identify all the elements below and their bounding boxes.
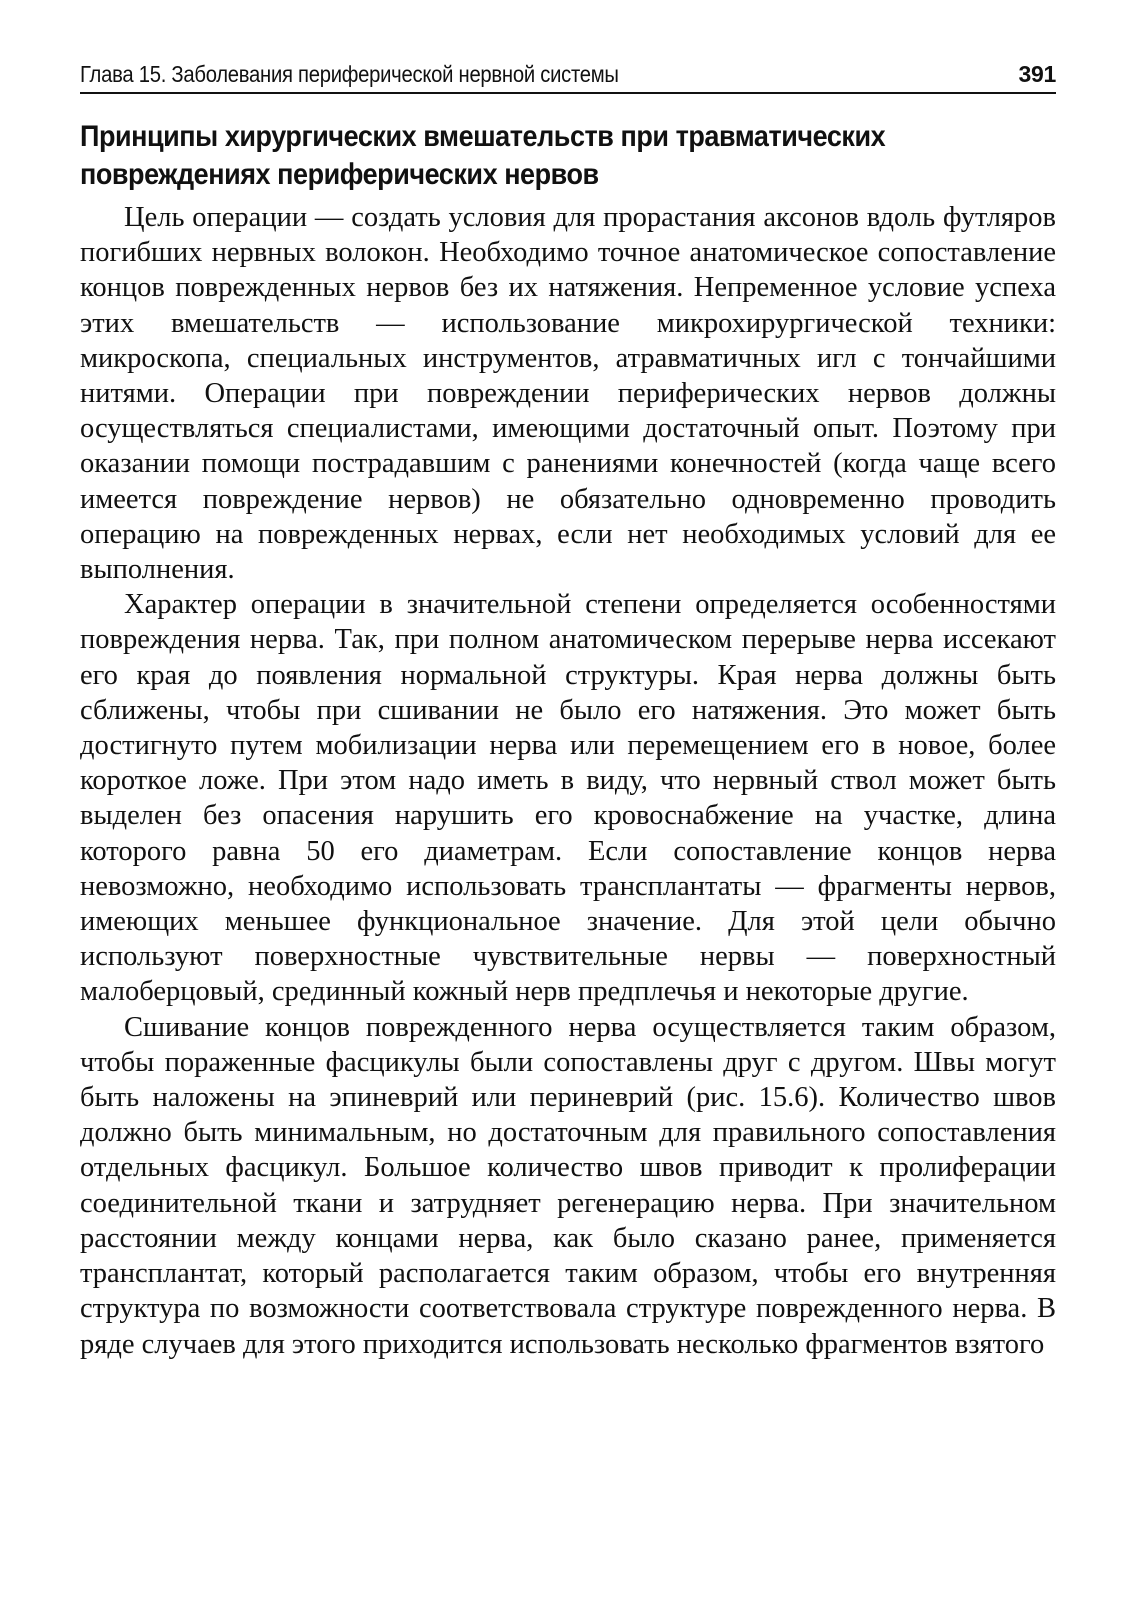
- running-header: [80, 58, 1056, 94]
- paragraph: Сшивание концов поврежденного нерва осуществляется таким образом, чтобы пораженные фасцикулы были сопоставлены друг с другом. Швы могут быть наложены на эпиневрий или периневрий (рис. 15.6). Количество швов должно быть минимальным, но достаточным для правильного сопоставления отдельных фасцикул. Большое количество швов приводит к пролиферации соединительной ткани и затрудняет регенерацию нерва. При значительном расстоянии между концами нерва, как было сказано ранее, применяется трансплантат, который располагается таким образом, чтобы его внутренняя структура по возможности соответствовала структуре поврежденного нерва. В ряде случаев для этого приходится использовать несколько фрагментов взятого: [80, 1011, 1056, 1360]
- chapter-title: Глава 15. Заболевания периферической нервной системы: [80, 61, 619, 87]
- paragraph: Характер операции в значительной степени определяется особенностями повреждения нерва. Так, при полном анатомическом перерыве нерва иссекают его края до появления нормальной структуры. Края нерва должны быть сближены, чтобы при сшивании не было его натяжения. Это может быть достигнуто путем мобилизации нерва или перемещением его в новое, более короткое ложе. При этом надо иметь в виду, что нервный ствол может быть выделен без опасения нарушить его кровоснабжение на участке, длина которого равна 50 его диаметрам. Если сопоставление концов нерва невозможно, необходимо использовать трансплантаты — фрагменты нервов, имеющих меньшее функциональное значение. Для этой цели обычно используют поверхностные чувствительные нервы — поверхностный малоберцовый, срединный кожный нерв предплечья и некоторые другие.: [80, 589, 1056, 1008]
- body-text: [80, 200, 1056, 1362]
- book-page: [80, 58, 1056, 1578]
- page-number: 391: [1018, 61, 1056, 87]
- paragraph: Цель операции — создать условия для прорастания аксонов вдоль футляров погибших нервных волокон. Необходимо точное анатомическое сопоставление концов поврежденных нервов без их натяжения. Непременное условие успеха этих вмешательств — использование микрохирургической техники: микроскопа, специальных инструментов, атравматичных игл с тончайшими нитями. Операции при повреждении периферических нервов должны осуществляться специалистами, имеющими достаточный опыт. Поэтому при оказании помощи пострадавшим с ранениями конечностей (когда чаще всего имеется повреждение нервов) не обязательно одновременно проводить операцию на поврежденных нервах, если нет необходимых условий для ее выполнения.: [80, 202, 1056, 586]
- section-title: Принципы хирургических вмешательств при травматических повреждениях периферических нервов: [80, 120, 886, 191]
